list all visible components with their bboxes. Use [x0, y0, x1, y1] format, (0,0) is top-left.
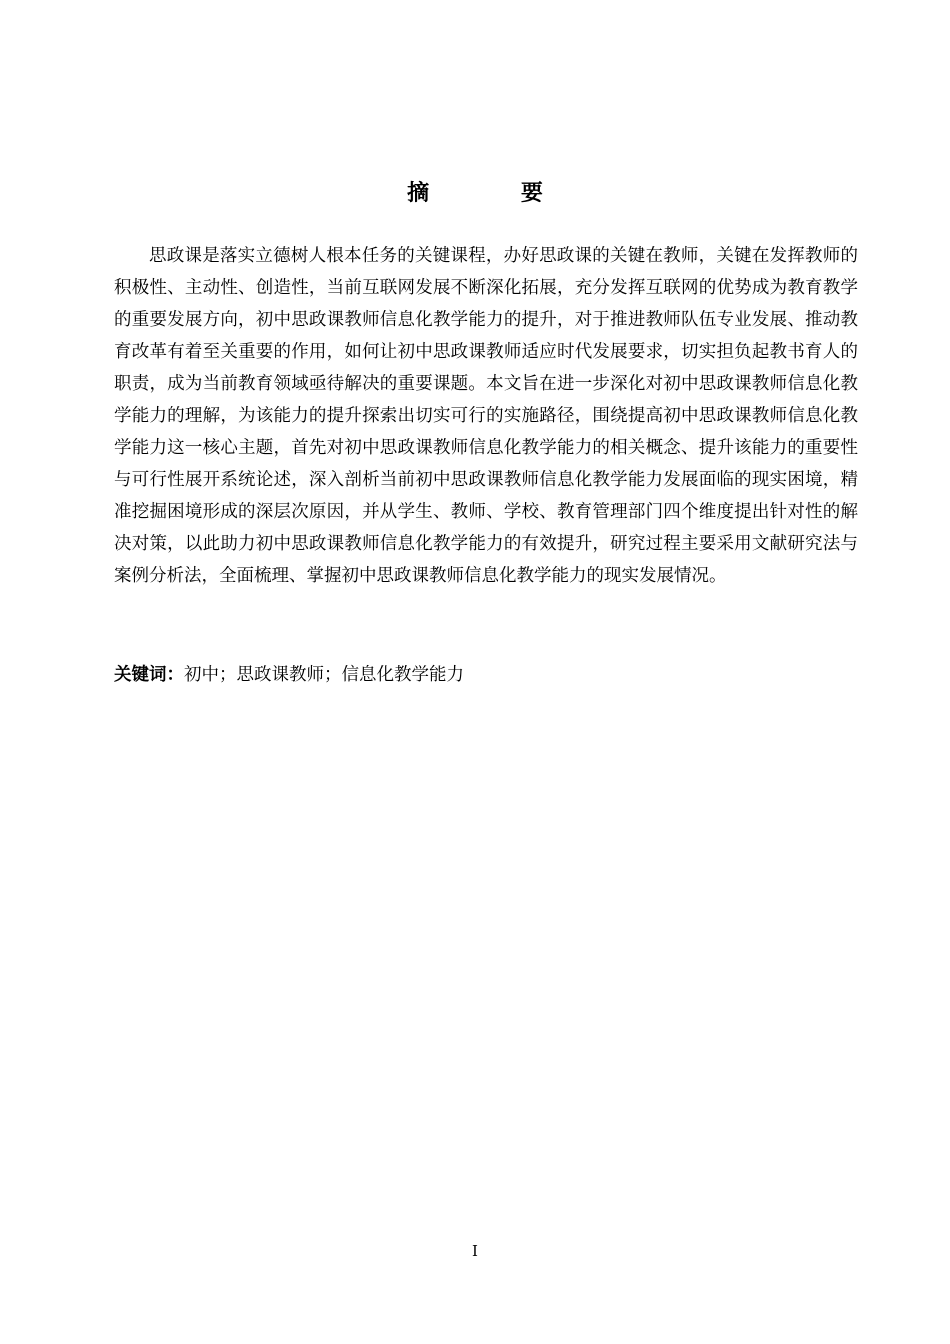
keywords-text: 初中；思政课教师；信息化教学能力: [184, 665, 464, 685]
abstract-title: 摘 要: [407, 181, 585, 206]
abstract-paragraph: 思政课是落实立德树人根本任务的关键课程，办好思政课的关键在教师，关键在发挥教师的积极性、主动性、创造性，当前互联网发展不断深化拓展，充分发挥互联网的优势成为教育教学的重要发展方向，初中思政课教师信息化教学能力的提升，对于推进教师队伍专业发展、推动教育改革有着至关重要的作用，如何让初中思政课教师适应时代发展要求，切实担负起教书育人的职责，成为当前教育领域亟待解决的重要课题。本文旨在进一步深化对初中思政课教师信息化教学能力的理解，为该能力的提升探索出切实可行的实施路径，围绕提高初中思政课教师信息化教学能力这一核心主题，首先对初中思政课教师信息化教学能力的相关概念、提升该能力的重要性与可行性展开系统论述，深入剖析当前初中思政课教师信息化教学能力发展面临的现实困境，精准挖掘困境形成的深层次原因，并从学生、教师、学校、教育管理部门四个维度提出针对性的解决对策，以此助力初中思政课教师信息化教学能力的有效提升，研究过程主要采用文献研究法与案例分析法，全面梳理、掌握初中思政课教师信息化教学能力的现实发展情况。: [114, 246, 858, 586]
keywords-line: [114, 659, 858, 691]
page-number: I: [472, 1242, 478, 1260]
keywords-label: 关键词：: [114, 665, 184, 685]
